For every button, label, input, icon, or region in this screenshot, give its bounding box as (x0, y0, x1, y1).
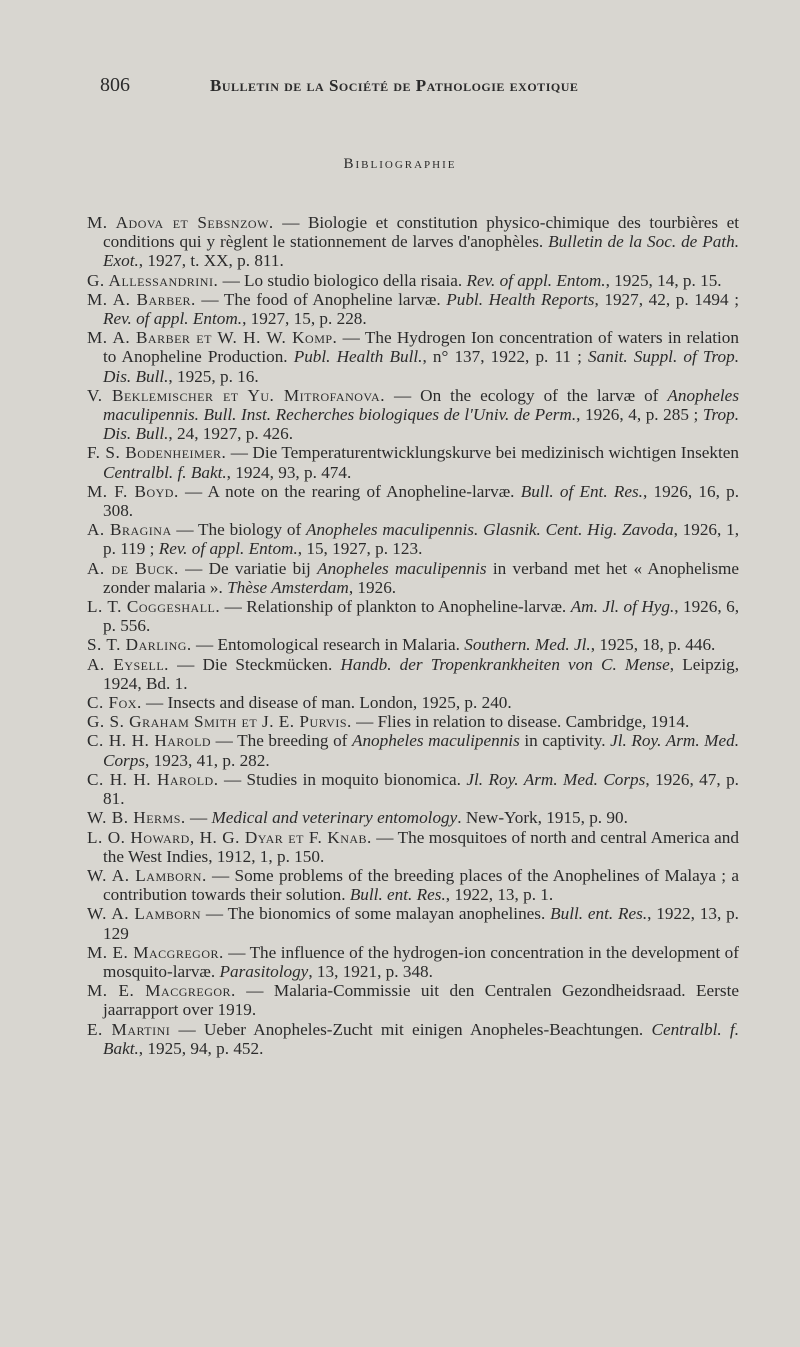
reference-text: — Relationship of plankton to Anopheline-larvæ. (220, 597, 571, 617)
reference-source: Rev. of appl. Entom. (158, 539, 298, 559)
reference-text: — Biologie et constitution physico-chimique des tourbières et conditions qui y règlent le stationnement de larves d'anophèles. (103, 213, 739, 252)
reference-source: Anopheles maculipennis. Bull. Inst. Recherches biologiques de l'Univ. de Perm. (103, 385, 740, 425)
reference-author: A. de Buck. (87, 558, 179, 578)
reference-author: S. T. Darling. (87, 635, 192, 655)
reference-source: Bull. ent. Res. (349, 885, 446, 905)
reference-text: , 1925, 18, p. 446. (590, 635, 716, 655)
reference-author: G. S. Graham Smith et J. E. Purvis. (87, 712, 352, 732)
reference-entry (87, 482, 739, 520)
reference-entry (87, 770, 739, 808)
reference-entry (87, 635, 739, 654)
reference-entry (87, 712, 739, 731)
reference-source: Anopheles maculipennis (351, 731, 520, 751)
reference-author: M. Adova et Sebsnzow. (87, 213, 274, 232)
reference-text: , 1925, 14, p. 15. (605, 270, 722, 290)
reference-entry (87, 597, 739, 635)
reference-text: , 1925, p. 16. (168, 366, 259, 386)
reference-entry (87, 655, 739, 693)
reference-author: A. Bragina (87, 520, 172, 540)
reference-entry (87, 1020, 739, 1058)
reference-source: Publ. Health Bull. (293, 347, 423, 367)
reference-author: V. Beklemischer et Yu. Mitrofanova. (87, 385, 385, 405)
reference-author: L. O. Howard, H. G. Dyar et F. Knab. (87, 827, 372, 847)
reference-text: — The biology of (171, 520, 306, 540)
reference-text: — The bionomics of some malayan anophelines. (201, 904, 551, 924)
reference-author: C. H. H. Harold (87, 731, 212, 751)
reference-source: Jl. Roy. Arm. Med. Corps (103, 731, 740, 770)
reference-text: — The mosquitoes of north and central America and the West Indies, 1912, 1, p. 150. (103, 827, 739, 866)
reference-entry (87, 213, 739, 271)
reference-entry (87, 328, 739, 386)
reference-text: , 1926. (348, 577, 397, 597)
reference-author: G. Allessandrini. (87, 270, 219, 290)
reference-source: Anopheles maculipennis (317, 558, 487, 578)
reference-text: — On the ecology of the larvæ of (385, 385, 668, 405)
reference-entry (87, 386, 739, 444)
reference-entry (87, 943, 739, 981)
reference-text: , 1923, 41, p. 282. (145, 750, 270, 770)
reference-author: C. Fox. (87, 693, 142, 713)
reference-source: Jl. Roy. Arm. Med. Corps (466, 769, 646, 789)
reference-text: — De variatie bij (178, 558, 318, 578)
reference-text: — Entomological research in Malaria. (191, 635, 465, 655)
reference-source: Centralbl. f. Bakt. (103, 462, 227, 482)
reference-entry (87, 731, 739, 769)
reference-author: A. Eysell. (87, 654, 169, 674)
reference-text: in captivity. (519, 731, 611, 751)
reference-author: W. B. Herms. (87, 808, 186, 828)
reference-source: Parasitology (219, 961, 309, 981)
reference-source: Am. Jl. of Hyg. (570, 597, 675, 617)
reference-text: — Flies in relation to disease. Cambridge, 1914. (351, 712, 690, 732)
reference-source: Handb. der Tropenkrankheiten von C. Mense (340, 654, 670, 674)
reference-source: Anopheles maculipennis. Glasnik. Cent. Hig. Zavoda (305, 520, 674, 540)
reference-text: — Die Temperaturentwicklungskurve bei medizinisch wichtigen Insekten (226, 443, 739, 463)
reference-text: , 24, 1927, p. 426. (168, 424, 294, 444)
reference-entry (87, 443, 739, 481)
reference-text: — Studies in moquito bionomica. (218, 769, 467, 789)
reference-text: , 1924, 93, p. 474. (226, 462, 352, 482)
reference-entry (87, 693, 739, 712)
reference-text: — Die Steckmücken. (168, 654, 341, 674)
reference-entry (87, 808, 739, 827)
reference-source: Thèse Amsterdam (227, 577, 349, 597)
reference-text: , 1927, 15, p. 228. (242, 309, 367, 329)
reference-text: — A note on the rearing of Anopheline-larvæ. (178, 481, 521, 501)
reference-text: , 15, 1927, p. 123. (297, 539, 423, 559)
reference-text: — Insects and disease of man. London, 1925, p. 240. (141, 693, 512, 713)
reference-text: , 1927, 42, p. 1494 ; (594, 289, 739, 309)
reference-text: — Some problems of the breeding places of the Anophelines of Malaya ; a contribution towards their solution. (103, 865, 739, 905)
reference-text: — (185, 808, 212, 828)
reference-entry (87, 904, 739, 942)
page-header (100, 74, 760, 104)
reference-author: F. S. Bodenheimer. (87, 443, 227, 463)
reference-entry (87, 271, 739, 290)
reference-entry (87, 520, 739, 558)
reference-source: Bulletin de la Soc. de Path. Exot. (103, 232, 739, 271)
reference-author: M. E. Macgregor. (87, 942, 224, 962)
reference-author: E. Martini (87, 1019, 171, 1039)
reference-list (87, 213, 739, 1058)
reference-text: , 1922, 13, p. 129 (103, 904, 739, 943)
reference-source: Rev. of appl. Entom. (103, 309, 243, 329)
section-title: Bibliographie (343, 156, 457, 172)
reference-author: M. E. Macgregor. (87, 981, 236, 1001)
reference-entry (87, 290, 739, 328)
reference-text: , Leipzig, 1924, Bd. 1. (103, 654, 739, 693)
reference-text: , 1926, 6, p. 556. (103, 597, 740, 636)
reference-text: , 13, 1921, p. 348. (308, 961, 433, 981)
reference-text: — Malaria-Commissie uit den Centralen Gezondheidsraad. Eerste jaarrapport over 1919. (103, 981, 739, 1020)
reference-text: , 1927, t. XX, p. 811. (138, 251, 284, 271)
reference-text: — The Hydrogen Ion concentration of waters in relation to Anopheline Production. (103, 328, 739, 367)
reference-author: W. A. Lamborn (87, 904, 202, 924)
reference-source: Medical and veterinary entomology (211, 808, 458, 828)
reference-text: , 1926, 4, p. 285 ; (576, 405, 703, 425)
reference-author: C. H. H. Harold. (87, 769, 219, 789)
reference-text: in verband met het « Anophelisme zonder malaria ». (103, 558, 740, 597)
reference-author: M. A. Barber. (87, 289, 196, 309)
reference-text: — The food of Anopheline larvæ. (195, 289, 447, 309)
reference-source: Sanit. Suppl. of Trop. Dis. Bull. (103, 347, 740, 386)
reference-source: Southern. Med. Jl. (464, 635, 591, 655)
running-head: Bulletin de la Société de Pathologie exotique (210, 76, 579, 95)
reference-source: Bull. of Ent. Res. (520, 481, 643, 501)
reference-source: Publ. Health Reports (446, 289, 595, 309)
reference-author: L. T. Coggeshall. (87, 597, 221, 617)
reference-author: M. F. Boyd. (87, 481, 179, 501)
reference-author: M. A. Barber et W. H. W. Komp. (87, 328, 338, 348)
reference-text: , 1926, 47, p. 81. (103, 769, 739, 809)
reference-text: — Ueber Anopheles-Zucht mit einigen Anopheles-Beachtungen. (170, 1019, 652, 1039)
reference-text: — The breeding of (211, 731, 352, 751)
reference-text: , 1926, 16, p. 308. (103, 481, 739, 521)
reference-author: W. A. Lamborn. (87, 865, 207, 885)
page-number: 806 (100, 74, 130, 96)
reference-entry (87, 559, 739, 597)
reference-text: — The influence of the hydrogen-ion concentration in the development of mosquito-larvæ. (103, 942, 739, 981)
reference-entry (87, 866, 739, 904)
reference-entry (87, 981, 739, 1019)
reference-text: , 1922, 13, p. 1. (445, 885, 554, 905)
reference-text: . New-York, 1915, p. 90. (457, 808, 628, 828)
reference-text: , 1926, 1, p. 119 ; (103, 520, 739, 559)
reference-source: Centralbl. f. Bakt. (103, 1019, 740, 1058)
reference-source: Rev. of appl. Entom. (466, 270, 606, 290)
reference-source: Trop. Dis. Bull. (103, 405, 740, 444)
reference-entry (87, 828, 739, 866)
reference-text: — Lo studio biologico della risaia. (218, 270, 467, 290)
reference-text: , 1925, 94, p. 452. (138, 1038, 264, 1058)
reference-source: Bull. ent. Res. (550, 904, 648, 924)
reference-text: , n° 137, 1922, p. 11 ; (422, 347, 589, 367)
